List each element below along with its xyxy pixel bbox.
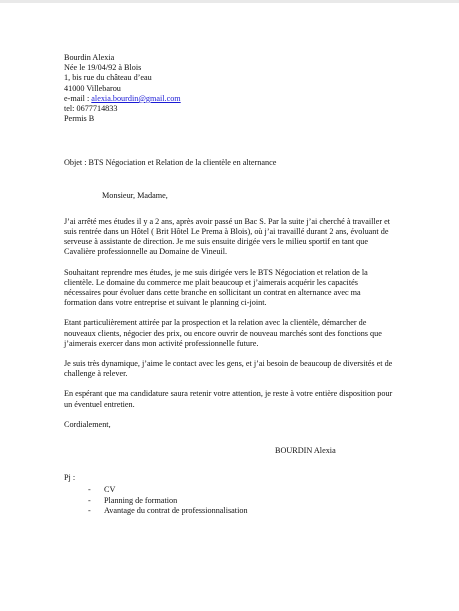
paragraph-5: En espérant que ma candidature saura retenir votre attention, je reste à votre entière disposition pour un éventuel entretien. — [64, 389, 393, 409]
sender-address-line2: 41000 Villebarou — [64, 83, 121, 93]
attachments-list — [88, 485, 394, 516]
sender-license: Permis B — [64, 114, 95, 124]
sender-birth: Née le 19/04/92 à Blois — [64, 63, 142, 73]
sender-address-line1: 1, bis rue du château d’eau — [64, 73, 152, 83]
attachments-label: Pj : — [64, 473, 76, 483]
page-top-edge — [0, 0, 459, 3]
paragraph-4: Je suis très dynamique, j’aime le contact avec les gens, et j’ai besoin de beaucoup de diversités et de challenge à relever. — [64, 359, 393, 379]
paragraph-1: J’ai arrêté mes études il y a 2 ans, après avoir passé un Bac S. Par la suite j’ai cherché à travailler et suis rentrée dans un Hôtel ( Brit Hôtel Le Prema à Blois), où j’ai travaillé durant 2 ans, évoluant de serveuse à assistante de direction. Je me suis ensuite dirigée vers le milieu sportif en tant que Cavalière professionnelle au Domaine de Vineuil. — [64, 216, 391, 257]
sender-block — [64, 53, 394, 124]
attachments-block — [64, 473, 394, 516]
sender-email-label: e-mail : — [64, 93, 92, 103]
attachment-dash: - — [88, 485, 91, 495]
attachment-item — [88, 496, 394, 506]
signature: BOURDIN Alexia — [275, 446, 336, 456]
attachment-dash: - — [88, 505, 91, 515]
sender-name: Bourdin Alexia — [64, 53, 115, 62]
closing: Cordialement, — [64, 419, 111, 429]
attachment-item — [88, 485, 394, 495]
attachment-dash: - — [88, 495, 91, 505]
salutation: Monsieur, Madame, — [102, 190, 168, 200]
attachment-contract-advantage: Avantage du contrat de professionnalisation — [104, 505, 248, 515]
attachment-item — [88, 506, 394, 516]
sender-phone: tel: 0677714833 — [64, 104, 118, 114]
paragraph-2: Souhaitant reprendre mes études, je me suis dirigée vers le BTS Négociation et relation de la clientèle. Le domaine du commerce me plait beaucoup et j’aimerais acquérir les capacités nécessaires pour évoluer dans cette branche en sollicitant un contrat en alternance avec ma formation dans votre entreprise et suivant le planning ci-joint. — [64, 267, 368, 308]
sender-email-line — [64, 94, 394, 104]
cover-letter — [64, 53, 394, 524]
letter-object: Objet : BTS Négociation et Relation de la clientèle en alternance — [64, 158, 277, 168]
attachment-planning: Planning de formation — [104, 495, 178, 505]
sender-email-link[interactable]: alexia.bourdin@gmail.com — [91, 93, 181, 103]
attachment-cv: CV — [104, 485, 116, 495]
paragraph-3: Etant particulièrement attirée par la prospection et la relation avec la clientèle, démarcher de nouveaux clients, négocier des prix, ou encore ouvrir de nouveau marchés sont des fonctions que j’aimerais exercer dans mon activité professionnelle future. — [64, 318, 382, 348]
